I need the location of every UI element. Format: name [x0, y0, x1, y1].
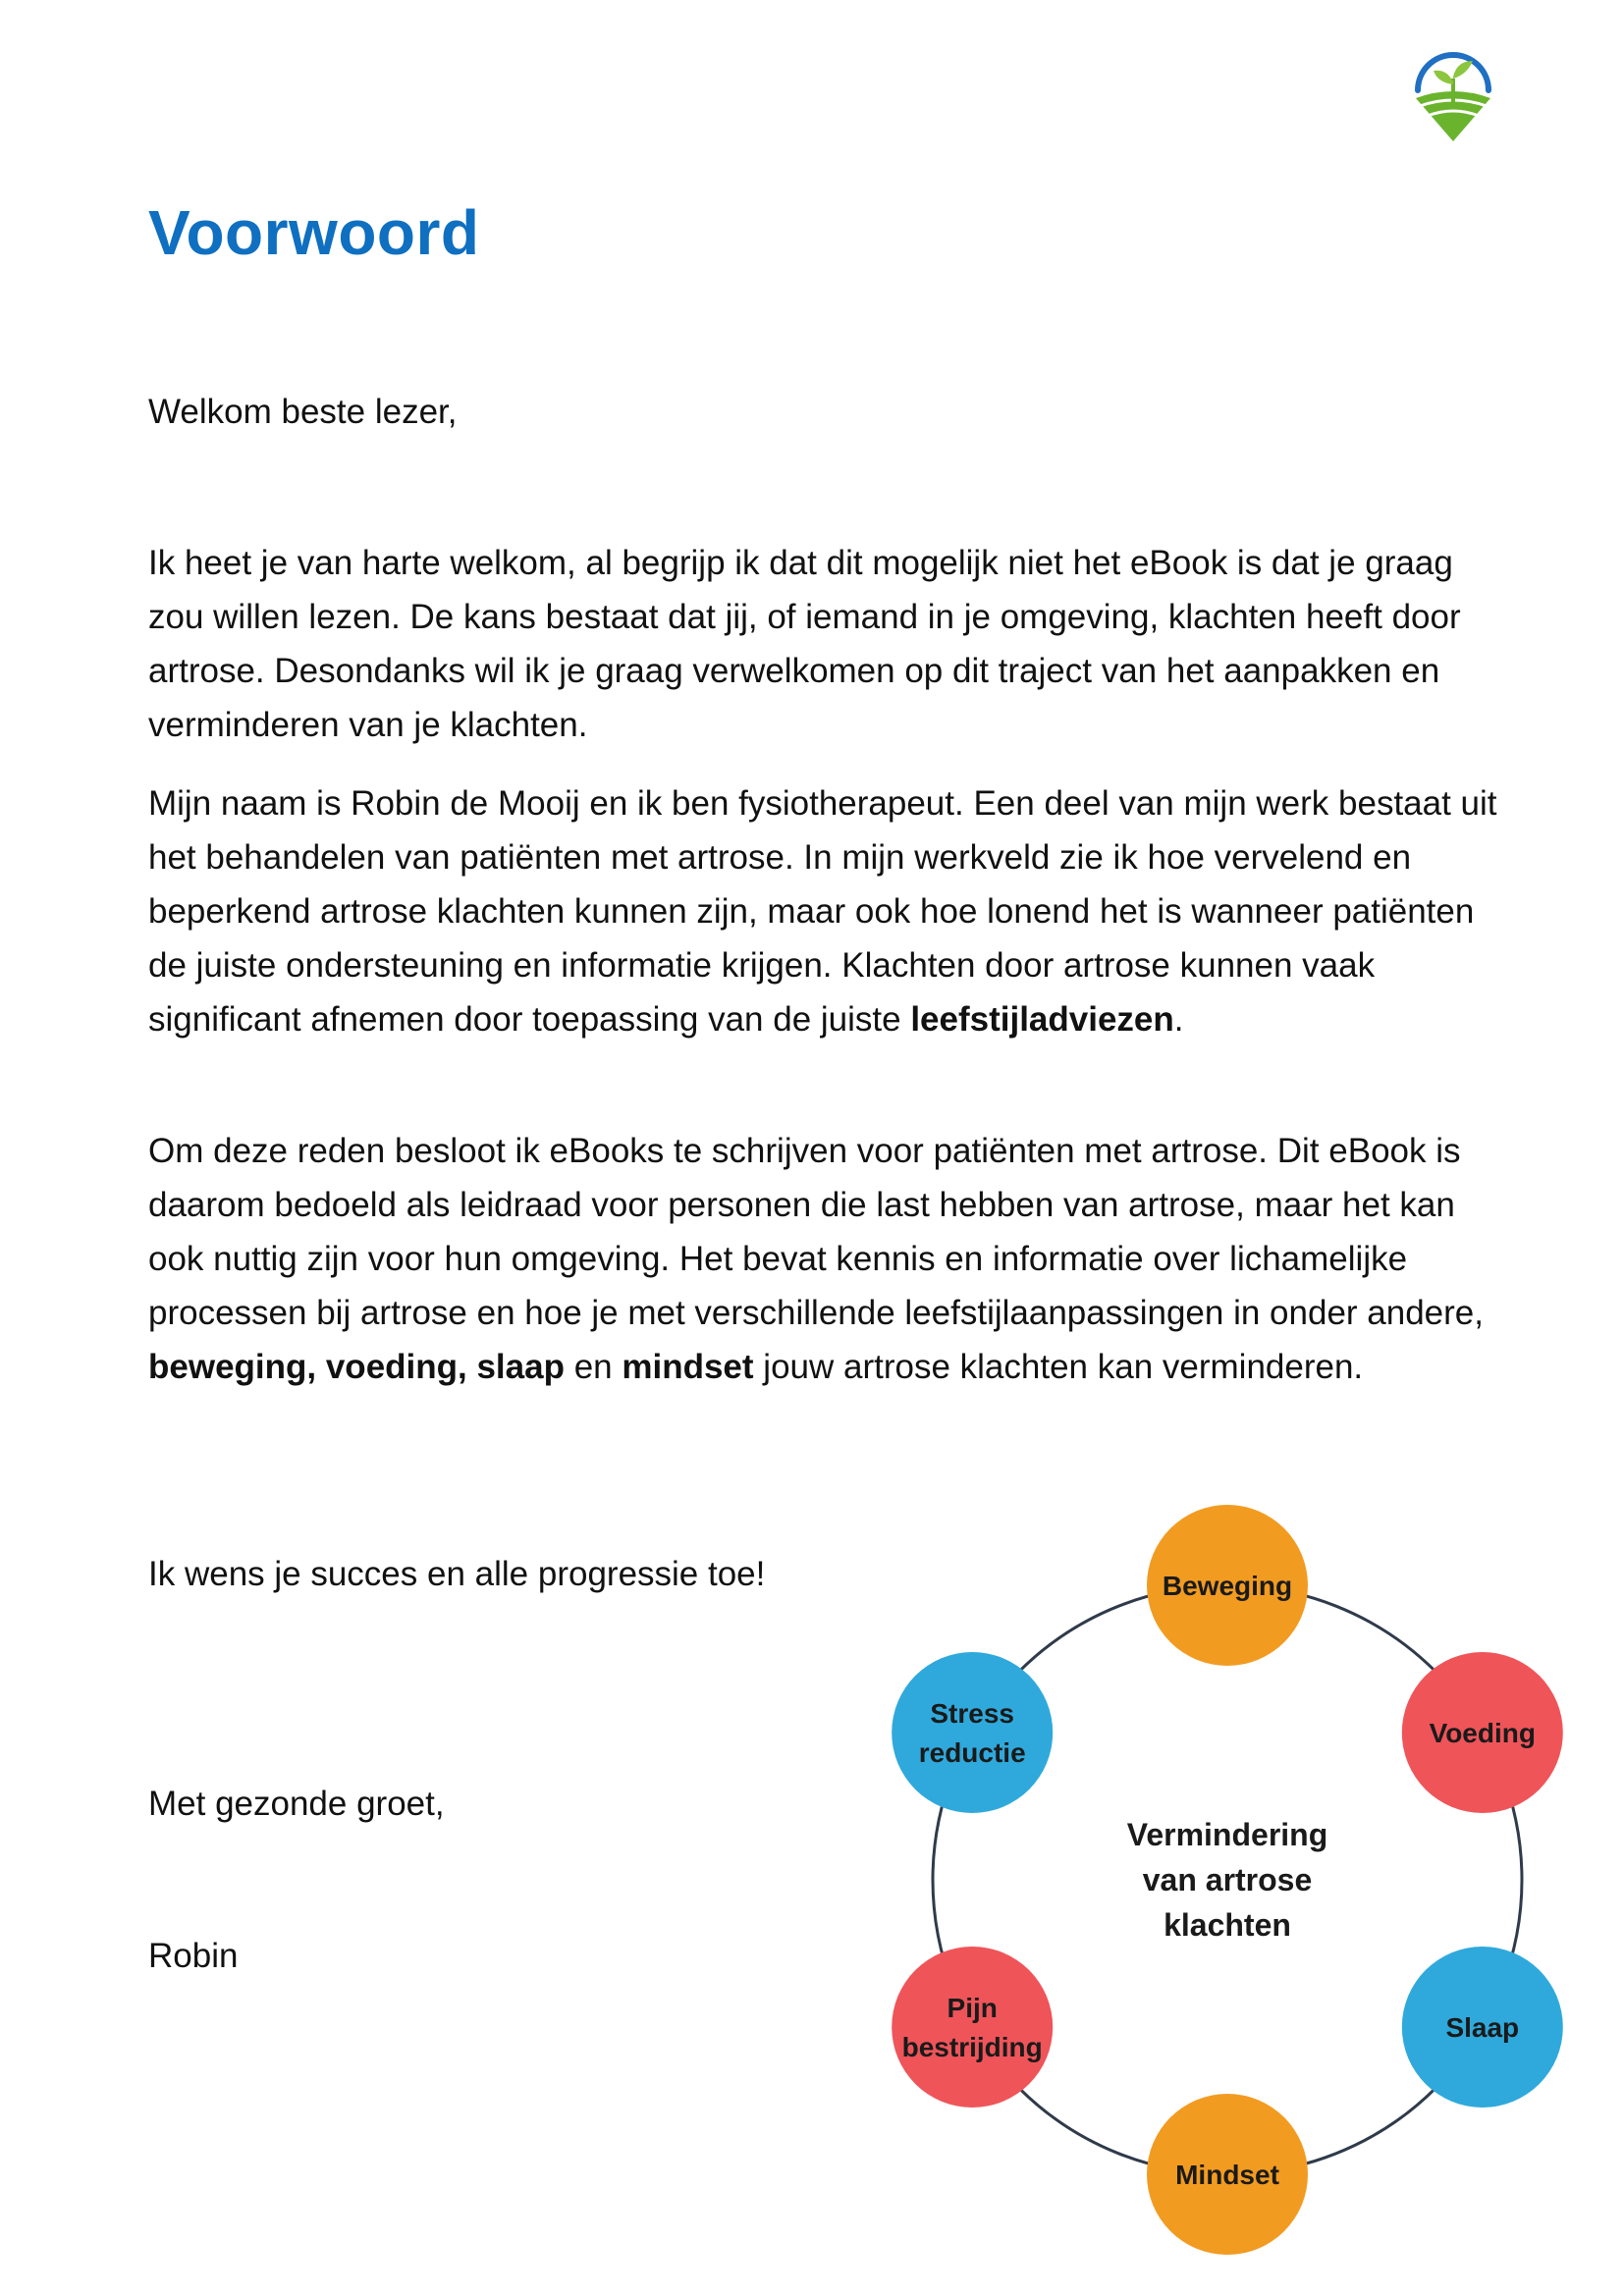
diagram-node [1402, 1947, 1563, 2108]
center-label-line: van artrose [1142, 1862, 1313, 1897]
diagram-node-label: Pijn [947, 1993, 998, 2023]
paragraph-about-bold: leefstijladviezen [910, 1000, 1174, 1039]
diagram-node-label: Slaap [1445, 2012, 1520, 2043]
paragraph-purpose-text: Om deze reden besloot ik eBooks te schrijven voor patiënten met artrose. Dit eBook is daarom bedoeld als leidraad voor personen die last hebben van artrose, maar het kan ook nuttig zijn voor hun omgeving. Het bevat kennis en informatie over lichamelijke processen bij artrose en hoe je met verschillende leefstijlaanpassingen in onder andere, [148, 1132, 1484, 1332]
diagram-node [892, 1652, 1053, 1813]
paragraph-intro: Ik heet je van harte welkom, al begrijp ik dat dit mogelijk niet het eBook is dat je graag zou willen lezen. De kans bestaat dat jij, of iemand in je omgeving, klachten heeft door artrose. Desondanks wil ik je graag verwelkomen op dit traject van het aanpakken en verminderen van je klachten. [148, 544, 1461, 744]
signature: Robin [148, 1937, 239, 1975]
greeting: Welkom beste lezer, [148, 393, 458, 431]
brand-logo [1408, 49, 1498, 143]
paragraph-about-text: Mijn naam is Robin de Mooij en ik ben fysiotherapeut. Een deel van mijn werk bestaat uit het behandelen van patiënten met artrose. In mijn werkveld zie ik hoe vervelend en beperkend artrose klachten kunnen zijn, maar ook hoe lonend het is wanneer patiënten de juiste ondersteuning en informatie krijgen. Klachten door artrose kunnen vaak significant afnemen door toepassing van de juiste [148, 784, 1497, 1039]
diagram-node-label: Voeding [1429, 1718, 1536, 1748]
wish-line: Ik wens je succes en alle progressie toe! [148, 1555, 766, 1593]
paragraph-purpose-bold-topics: beweging, voeding, slaap [148, 1348, 565, 1386]
page-title: Voorwoord [148, 197, 480, 268]
paragraph-about-end: . [1173, 1000, 1184, 1039]
diagram-node [1402, 1652, 1563, 1813]
paragraph-purpose-end: jouw artrose klachten kan verminderen. [753, 1348, 1364, 1386]
diagram-node-label: bestrijding [901, 2032, 1043, 2062]
diagram-center-label [1127, 1817, 1328, 1943]
lifestyle-cycle-diagram [864, 1482, 1591, 2287]
diagram-node-label: Beweging [1162, 1571, 1293, 1601]
diagram-node-circle [892, 1947, 1053, 2108]
paragraph-purpose-mid: en [564, 1348, 623, 1386]
center-label-line: Vermindering [1126, 1817, 1328, 1852]
paragraph-purpose-bold-mindset: mindset [622, 1348, 754, 1386]
paragraph-purpose [148, 1124, 1503, 1394]
diagram-node [1147, 1505, 1308, 1666]
center-label-line: klachten [1164, 1907, 1291, 1943]
diagram-node [892, 1947, 1053, 2108]
diagram-node-label: Stress [930, 1698, 1015, 1729]
diagram-node-circle [892, 1652, 1053, 1813]
diagram-node-label: reductie [918, 1737, 1026, 1768]
diagram-node-label: Mindset [1175, 2160, 1279, 2190]
paragraph-about [148, 776, 1503, 1046]
diagram-node [1147, 2094, 1308, 2255]
closing-line: Met gezonde groet, [148, 1785, 445, 1823]
